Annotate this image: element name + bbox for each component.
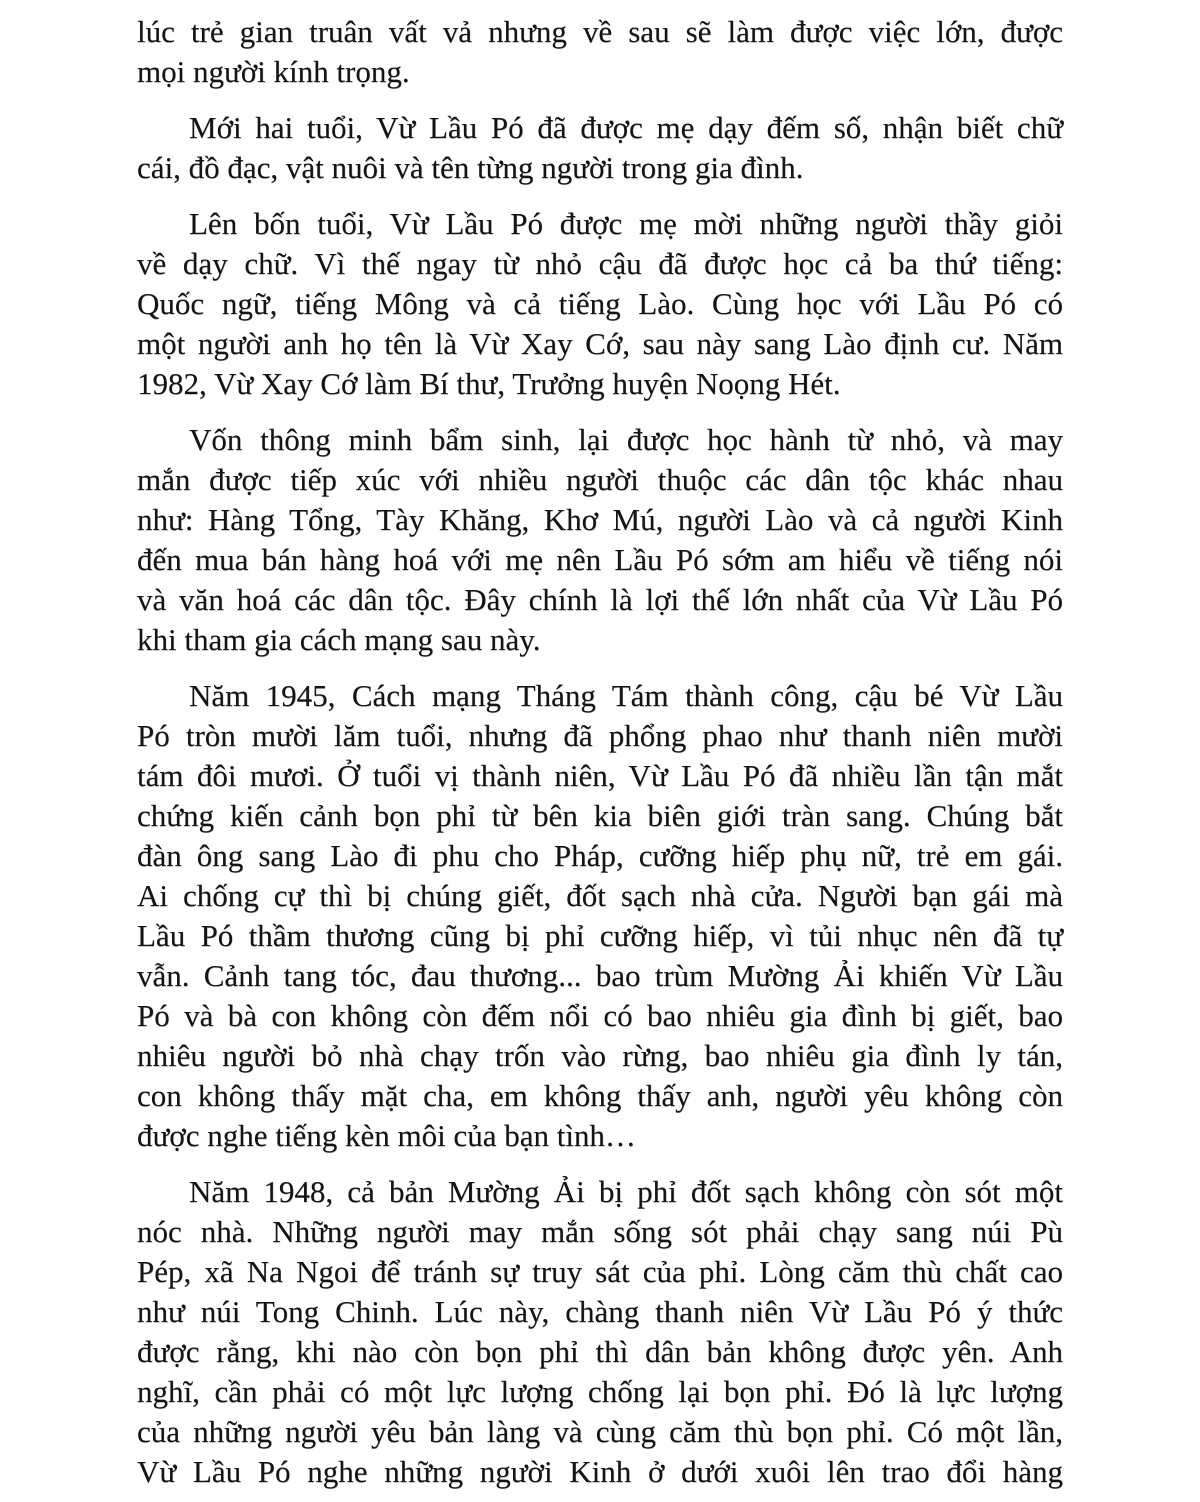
text-line: Pó tròn mười lăm tuổi, nhưng đã phổng phao như thanh niên mười xyxy=(137,718,1063,753)
paragraph-4 xyxy=(137,420,1063,660)
text-line: của những người yêu bản làng và cùng căm thù bọn phỉ. Có một lần, xyxy=(137,1414,1063,1449)
paragraph-3 xyxy=(137,204,1063,404)
text-line: đến mua bán hàng hoá với mẹ nên Lầu Pó sớm am hiểu về tiếng nói xyxy=(137,542,1063,577)
text-line: vẫn. Cảnh tang tóc, đau thương... bao trùm Mường Ải khiến Vừ Lầu xyxy=(137,958,1063,993)
text-line: Pép, xã Na Ngoi để tránh sự truy sát của phỉ. Lòng căm thù chất cao xyxy=(137,1254,1063,1289)
text-line: Năm 1945, Cách mạng Tháng Tám thành công, cậu bé Vừ Lầu xyxy=(189,678,1063,713)
text-line: một người anh họ tên là Vừ Xay Cớ, sau này sang Lào định cư. Năm xyxy=(137,326,1063,361)
text-line: nghĩ, cần phải có một lực lượng chống lại bọn phỉ. Đó là lực lượng xyxy=(137,1374,1063,1409)
text-line: đàn ông sang Lào đi phu cho Pháp, cưỡng hiếp phụ nữ, trẻ em gái. xyxy=(137,838,1063,873)
paragraph-2 xyxy=(137,108,1063,188)
text-line: Quốc ngữ, tiếng Mông và cả tiếng Lào. Cùng học với Lầu Pó có xyxy=(137,286,1063,321)
text-line: mọi người kính trọng. xyxy=(137,54,410,89)
text-line: Pó và bà con không còn đếm nổi có bao nhiêu gia đình bị giết, bao xyxy=(137,998,1063,1033)
paragraph-6 xyxy=(137,1172,1063,1492)
text-line: nhiêu người bỏ nhà chạy trốn vào rừng, bao nhiêu gia đình ly tán, xyxy=(137,1038,1063,1073)
text-line: được rằng, khi nào còn bọn phỉ thì dân bản không được yên. Anh xyxy=(137,1334,1063,1369)
text-line: Vừ Lầu Pó nghe những người Kinh ở dưới xuôi lên trao đổi hàng xyxy=(137,1454,1063,1489)
paragraph-5 xyxy=(137,676,1063,1156)
paragraph-1 xyxy=(137,12,1063,92)
text-line: Năm 1948, cả bản Mường Ải bị phỉ đốt sạch không còn sót một xyxy=(189,1174,1063,1209)
text-line: như: Hàng Tổng, Tày Khăng, Khơ Mú, người Lào và cả người Kinh xyxy=(137,502,1063,537)
text-line: như núi Tong Chinh. Lúc này, chàng thanh niên Vừ Lầu Pó ý thức xyxy=(137,1294,1063,1329)
text-block xyxy=(137,12,1063,1492)
text-line: Ai chống cự thì bị chúng giết, đốt sạch nhà cửa. Người bạn gái mà xyxy=(137,878,1063,913)
text-line: được nghe tiếng kèn môi của bạn tình… xyxy=(137,1118,636,1153)
text-line: chứng kiến cảnh bọn phỉ từ bên kia biên giới tràn sang. Chúng bắt xyxy=(137,798,1063,833)
text-line: về dạy chữ. Vì thế ngay từ nhỏ cậu đã được học cả ba thứ tiếng: xyxy=(137,246,1063,281)
text-line: khi tham gia cách mạng sau này. xyxy=(137,622,541,657)
text-line: con không thấy mặt cha, em không thấy anh, người yêu không còn xyxy=(137,1078,1063,1113)
text-line: lúc trẻ gian truân vất vả nhưng về sau sẽ làm được việc lớn, được xyxy=(137,14,1063,49)
text-line: mắn được tiếp xúc với nhiều người thuộc các dân tộc khác nhau xyxy=(137,462,1063,497)
text-line: và văn hoá các dân tộc. Đây chính là lợi thế lớn nhất của Vừ Lầu Pó xyxy=(137,582,1063,617)
text-line: 1982, Vừ Xay Cớ làm Bí thư, Trưởng huyện Noọng Hét. xyxy=(137,366,841,401)
text-line: tám đôi mươi. Ở tuổi vị thành niên, Vừ Lầu Pó đã nhiều lần tận mắt xyxy=(137,758,1063,793)
text-line: Lầu Pó thầm thương cũng bị phỉ cưỡng hiếp, vì tủi nhục nên đã tự xyxy=(137,918,1063,953)
text-line: cái, đồ đạc, vật nuôi và tên từng người trong gia đình. xyxy=(137,150,804,185)
text-line: Mới hai tuổi, Vừ Lầu Pó đã được mẹ dạy đếm số, nhận biết chữ xyxy=(189,110,1063,145)
text-line: Vốn thông minh bẩm sinh, lại được học hành từ nhỏ, và may xyxy=(189,422,1063,457)
text-line: nóc nhà. Những người may mắn sống sót phải chạy sang núi Pù xyxy=(137,1214,1063,1249)
text-line: Lên bốn tuổi, Vừ Lầu Pó được mẹ mời những người thầy giỏi xyxy=(189,206,1063,241)
